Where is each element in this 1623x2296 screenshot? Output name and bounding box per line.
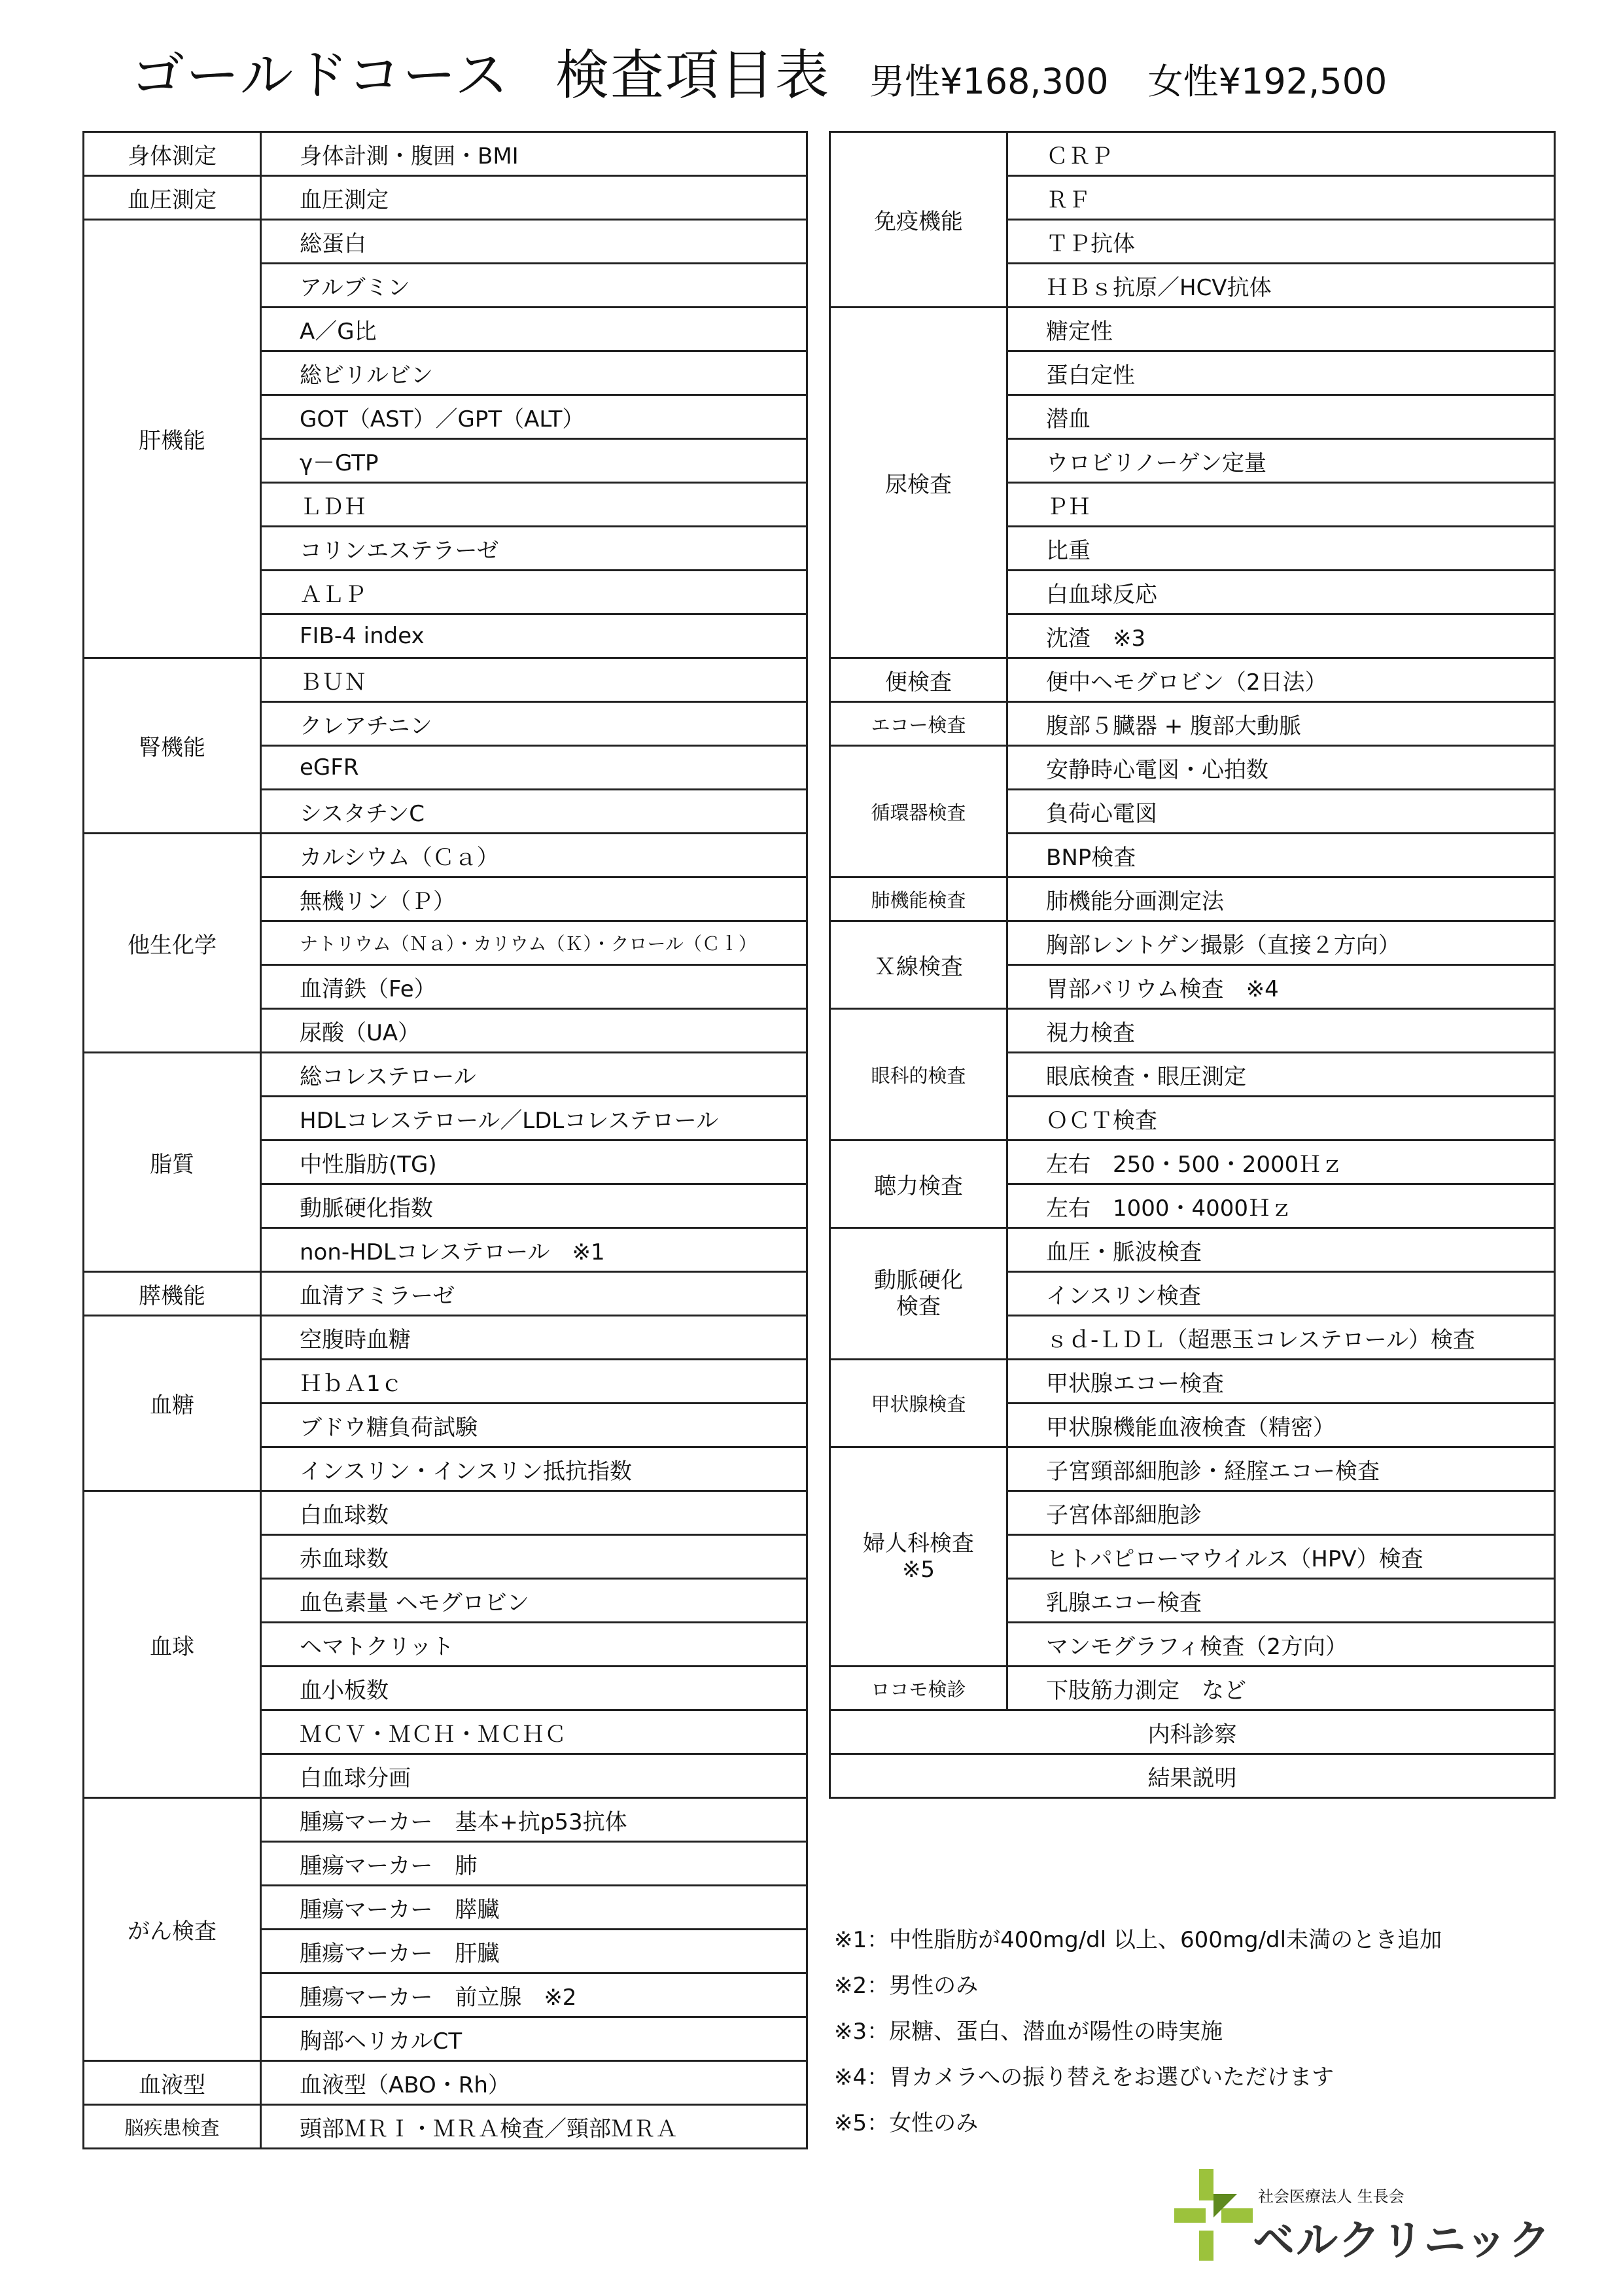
exam-item: ヒトパピローマウイルス（HPV）検査 bbox=[1007, 1535, 1555, 1579]
exam-item: 中性脂肪(TG) bbox=[261, 1140, 807, 1184]
category-label: 肝機能 bbox=[84, 220, 261, 658]
exam-item: 身体計測・腹囲・BMI bbox=[261, 132, 807, 176]
exam-item: 白血球反応 bbox=[1007, 571, 1555, 614]
exam-item: 腫瘍マーカー 前立腺 ※2 bbox=[261, 1973, 807, 2017]
exam-item: ＴＰ抗体 bbox=[1007, 220, 1555, 264]
table-row bbox=[84, 1491, 807, 1535]
exam-item: GOT（AST）／GPT（ALT） bbox=[261, 395, 807, 439]
exam-item: 血清アミラーゼ bbox=[261, 1272, 807, 1316]
right-exam-table bbox=[829, 131, 1556, 1799]
table-row bbox=[84, 2105, 807, 2149]
exam-item: ナトリウム（Ｎａ）・カリウム（Ｋ）・クロール（Ｃｌ） bbox=[261, 921, 807, 965]
exam-item: 安静時心電図・心拍数 bbox=[1007, 746, 1555, 790]
category-label: ロコモ検診 bbox=[830, 1667, 1007, 1710]
category-label: 脂質 bbox=[84, 1053, 261, 1272]
table-row bbox=[830, 1447, 1555, 1491]
exam-item: ＡＬＰ bbox=[261, 571, 807, 614]
exam-item: ＨｂＡ1ｃ bbox=[261, 1360, 807, 1404]
exam-item: 血色素量 ヘモグロビン bbox=[261, 1579, 807, 1623]
price-female: 女性¥192,500 bbox=[1147, 61, 1387, 102]
clinic-logo-icon bbox=[1174, 2169, 1259, 2261]
exam-item: A／G比 bbox=[261, 308, 807, 351]
exam-item: 子宮体部細胞診 bbox=[1007, 1491, 1555, 1535]
category-label: 血球 bbox=[84, 1491, 261, 1798]
exam-item: 尿酸（UA） bbox=[261, 1009, 807, 1053]
table-row bbox=[84, 176, 807, 220]
exam-item: 白血球数 bbox=[261, 1491, 807, 1535]
table-row bbox=[84, 1798, 807, 1842]
table-row bbox=[830, 1710, 1555, 1754]
table-row bbox=[830, 1754, 1555, 1798]
footnote-2: ※2：男性のみ bbox=[834, 1973, 979, 1999]
exam-item: ｓｄ-ＬＤＬ（超悪玉コレステロール）検査 bbox=[1007, 1316, 1555, 1360]
exam-item: non-HDLコレステロール ※1 bbox=[261, 1228, 807, 1272]
category-label: 脳疾患検査 bbox=[84, 2105, 261, 2149]
exam-item: 眼底検査・眼圧測定 bbox=[1007, 1053, 1555, 1097]
exam-item: 血圧測定 bbox=[261, 176, 807, 220]
category-label: 甲状腺検査 bbox=[830, 1360, 1007, 1447]
table-row bbox=[830, 132, 1555, 176]
exam-item: 負荷心電図 bbox=[1007, 790, 1555, 834]
table-row bbox=[830, 702, 1555, 746]
table-row bbox=[830, 1667, 1555, 1710]
category-label: 膵機能 bbox=[84, 1272, 261, 1316]
footnote-1: ※1：中性脂肪が400mg/dl 以上、600mg/dl未満のとき追加 bbox=[834, 1927, 1442, 1953]
table-row bbox=[830, 1228, 1555, 1272]
category-label: がん検査 bbox=[84, 1798, 261, 2061]
exam-item: 子宮頸部細胞診・経腟エコー検査 bbox=[1007, 1447, 1555, 1491]
exam-item: 胸部ヘリカルCT bbox=[261, 2017, 807, 2061]
exam-item: ＲＦ bbox=[1007, 176, 1555, 220]
category-label: 眼科的検査 bbox=[830, 1009, 1007, 1140]
exam-item: 腫瘍マーカー 肺 bbox=[261, 1842, 807, 1886]
table-row bbox=[830, 921, 1555, 965]
category-label: 動脈硬化 検査 bbox=[830, 1228, 1007, 1360]
exam-item: ＨＢｓ抗原／HCV抗体 bbox=[1007, 264, 1555, 308]
clinic-name: ベルクリニック bbox=[1253, 2217, 1552, 2265]
category-label: 腎機能 bbox=[84, 658, 261, 834]
exam-item: 白血球分画 bbox=[261, 1754, 807, 1798]
exam-item: 空腹時血糖 bbox=[261, 1316, 807, 1360]
exam-item: 腫瘍マーカー 肝臓 bbox=[261, 1930, 807, 1973]
exam-item: インスリン・インスリン抵抗指数 bbox=[261, 1447, 807, 1491]
page-title: 検査項目表 bbox=[555, 44, 830, 107]
exam-item: コリンエステラーゼ bbox=[261, 527, 807, 571]
exam-item: カルシウム（Ｃａ） bbox=[261, 834, 807, 877]
table-row bbox=[84, 2061, 807, 2105]
exam-item: 総蛋白 bbox=[261, 220, 807, 264]
category-label: 婦人科検査 ※5 bbox=[830, 1447, 1007, 1667]
exam-item: ＰＨ bbox=[1007, 483, 1555, 527]
full-width-exam-item: 結果説明 bbox=[830, 1754, 1555, 1798]
exam-item: 甲状腺機能血液検査（精密） bbox=[1007, 1404, 1555, 1447]
exam-item: FIB-4 index bbox=[261, 614, 807, 658]
exam-item: クレアチニン bbox=[261, 702, 807, 746]
category-label: 肺機能検査 bbox=[830, 877, 1007, 921]
exam-item: ＬＤＨ bbox=[261, 483, 807, 527]
exam-item: 肺機能分画測定法 bbox=[1007, 877, 1555, 921]
exam-item: 胃部バリウム検査 ※4 bbox=[1007, 965, 1555, 1009]
course-title: ゴールドコース bbox=[131, 44, 510, 107]
exam-item: ＣＲＰ bbox=[1007, 132, 1555, 176]
clinic-logo bbox=[1174, 2169, 1552, 2267]
exam-item: BNP検査 bbox=[1007, 834, 1555, 877]
table-row bbox=[830, 877, 1555, 921]
exam-item: 血液型（ABO・Rh） bbox=[261, 2061, 807, 2105]
exam-item: ＯＣＴ検査 bbox=[1007, 1097, 1555, 1140]
exam-item: 下肢筋力測定 など bbox=[1007, 1667, 1555, 1710]
left-exam-table bbox=[82, 131, 808, 2149]
clinic-organization: 社会医療法人 生長会 bbox=[1258, 2187, 1405, 2206]
table-row bbox=[84, 132, 807, 176]
category-label: 血糖 bbox=[84, 1316, 261, 1491]
table-row bbox=[84, 220, 807, 264]
exam-item: 血圧・脈波検査 bbox=[1007, 1228, 1555, 1272]
category-label: Ｘ線検査 bbox=[830, 921, 1007, 1009]
category-label: 免疫機能 bbox=[830, 132, 1007, 308]
exam-item: 腫瘍マーカー 膵臓 bbox=[261, 1886, 807, 1930]
category-label: 便検査 bbox=[830, 658, 1007, 702]
footnote-3: ※3：尿糖、蛋白、潜血が陽性の時実施 bbox=[834, 2019, 1223, 2045]
category-label: 血圧測定 bbox=[84, 176, 261, 220]
exam-item: eGFR bbox=[261, 746, 807, 790]
category-label: 身体測定 bbox=[84, 132, 261, 176]
footnote-4: ※4：胃カメラへの振り替えをお選びいただけます bbox=[834, 2064, 1335, 2091]
exam-item: ウロビリノーゲン定量 bbox=[1007, 439, 1555, 483]
exam-item: 便中ヘモグロビン（2日法） bbox=[1007, 658, 1555, 702]
exam-item: 潜血 bbox=[1007, 395, 1555, 439]
table-row bbox=[84, 1053, 807, 1097]
exam-item: 血小板数 bbox=[261, 1667, 807, 1710]
exam-item: シスタチンC bbox=[261, 790, 807, 834]
table-row bbox=[84, 1272, 807, 1316]
table-row bbox=[84, 1316, 807, 1360]
page-header bbox=[131, 33, 1505, 105]
exam-item: マンモグラフィ検査（2方向） bbox=[1007, 1623, 1555, 1667]
full-width-exam-item: 内科診察 bbox=[830, 1710, 1555, 1754]
exam-item: 沈渣 ※3 bbox=[1007, 614, 1555, 658]
category-label: 循環器検査 bbox=[830, 746, 1007, 877]
exam-item: 蛋白定性 bbox=[1007, 351, 1555, 395]
exam-item: 左右 1000・4000Ｈｚ bbox=[1007, 1184, 1555, 1228]
category-label: 血液型 bbox=[84, 2061, 261, 2105]
exam-item: 糖定性 bbox=[1007, 308, 1555, 351]
exam-item: 赤血球数 bbox=[261, 1535, 807, 1579]
table-row bbox=[830, 308, 1555, 351]
exam-item: 比重 bbox=[1007, 527, 1555, 571]
exam-item: 動脈硬化指数 bbox=[261, 1184, 807, 1228]
footnote-5: ※5：女性のみ bbox=[834, 2110, 979, 2136]
exam-item: γ－GTP bbox=[261, 439, 807, 483]
exam-item: ブドウ糖負荷試験 bbox=[261, 1404, 807, 1447]
exam-item: 腹部５臓器 + 腹部大動脈 bbox=[1007, 702, 1555, 746]
exam-item: 左右 250・500・2000Ｈｚ bbox=[1007, 1140, 1555, 1184]
exam-item: ヘマトクリット bbox=[261, 1623, 807, 1667]
category-label: 尿検査 bbox=[830, 308, 1007, 658]
exam-item: 総コレステロール bbox=[261, 1053, 807, 1097]
category-label: エコー検査 bbox=[830, 702, 1007, 746]
price-male: 男性¥168,300 bbox=[869, 61, 1109, 102]
exam-item: 甲状腺エコー検査 bbox=[1007, 1360, 1555, 1404]
table-row bbox=[830, 1360, 1555, 1404]
exam-item: 視力検査 bbox=[1007, 1009, 1555, 1053]
footnotes bbox=[834, 1917, 1586, 2146]
table-row bbox=[830, 1140, 1555, 1184]
exam-item: インスリン検査 bbox=[1007, 1272, 1555, 1316]
exam-item: HDLコレステロール／LDLコレステロール bbox=[261, 1097, 807, 1140]
table-row bbox=[830, 746, 1555, 790]
category-label: 聴力検査 bbox=[830, 1140, 1007, 1228]
exam-item: 胸部レントゲン撮影（直接２方向） bbox=[1007, 921, 1555, 965]
table-row bbox=[84, 658, 807, 702]
exam-item: 無機リン（Ｐ） bbox=[261, 877, 807, 921]
exam-item: アルブミン bbox=[261, 264, 807, 308]
exam-item: ＢＵＮ bbox=[261, 658, 807, 702]
exam-item: 乳腺エコー検査 bbox=[1007, 1579, 1555, 1623]
table-row bbox=[84, 834, 807, 877]
exam-item: 腫瘍マーカー 基本+抗p53抗体 bbox=[261, 1798, 807, 1842]
table-row bbox=[830, 1009, 1555, 1053]
table-row bbox=[830, 658, 1555, 702]
exam-item: 血清鉄（Fe） bbox=[261, 965, 807, 1009]
category-label: 他生化学 bbox=[84, 834, 261, 1053]
exam-item: 総ビリルビン bbox=[261, 351, 807, 395]
exam-item: ＭＣＶ・ＭＣＨ・ＭＣＨＣ bbox=[261, 1710, 807, 1754]
exam-item: 頭部ＭＲＩ・ＭＲＡ検査／頸部ＭＲＡ bbox=[261, 2105, 807, 2149]
